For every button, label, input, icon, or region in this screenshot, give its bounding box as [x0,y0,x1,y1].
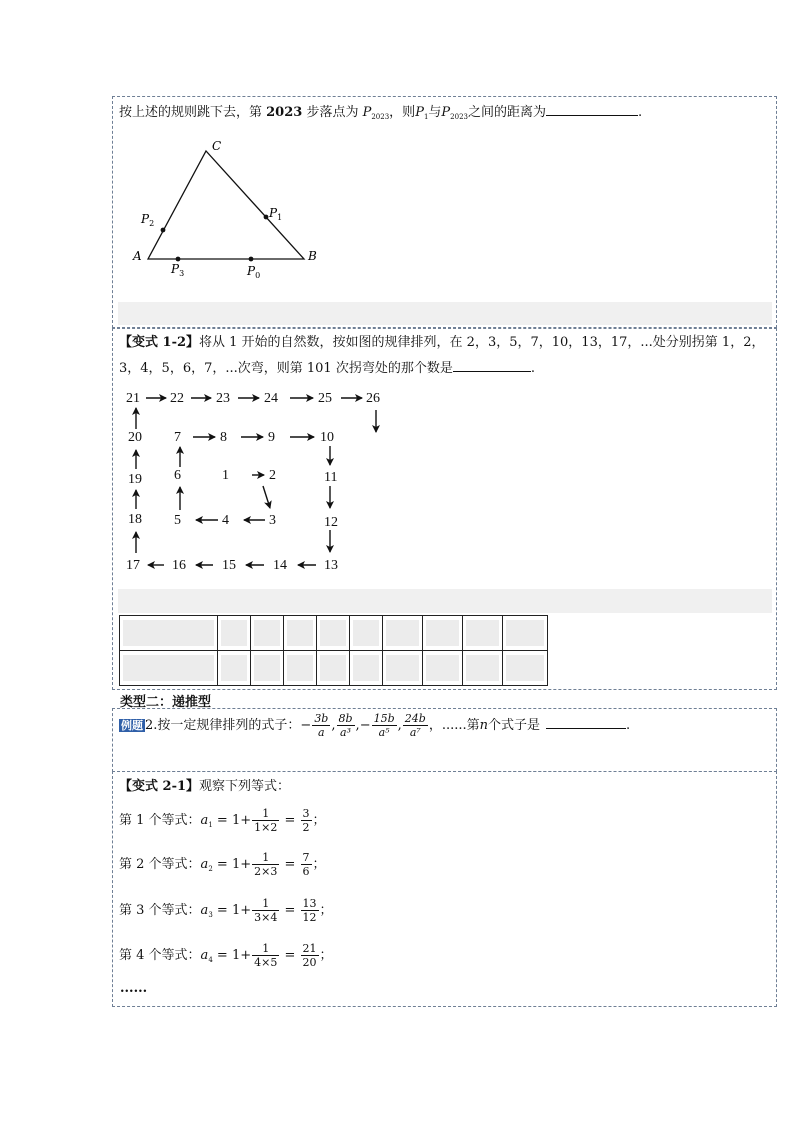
label-p1: $P_1$ [269,206,283,222]
fraction: $\frac{13}{12}$ [302,897,317,924]
spiral-number: 7 [174,430,181,445]
variant-1-2-line-2: 3，4，5，6，7，...次弯，则第 101 次拐弯处的那个数是 . [119,361,535,376]
spiral-number: 6 [174,468,181,483]
spiral-number: 23 [216,391,230,406]
variant-2-1-line: 【变式 2-1】观察下列等式： [119,779,291,794]
variant-1-2-line-1: 【变式 1-2】将从 1 开始的自然数，按如图的规律排列，在 2，3，5，7，10，13，17，...处分别拐第 1，2， [119,335,765,350]
spiral-arrow [263,486,270,508]
fraction: $\frac{1}{4\times 5}$ [254,942,278,969]
spiral-number: 4 [222,513,229,528]
spiral-number: 17 [126,558,140,573]
spiral-number: 20 [128,430,142,445]
equation-row: 第 3 个等式：$a_3 = 1+$ $\frac{1}{3\times 4}$ = $\frac{13}{12}$ ； [119,897,333,924]
fraction: $\frac{1}{1\times 2}$ [254,807,278,834]
spiral-number: 24 [264,391,278,406]
question-line-1: 按上述的规则跳下去，第 2023 步落点为 $P_{2023}$，则$P_1$与$P_{2023}$之间的距离为 . [119,105,643,121]
equation-row: 第 4 个等式：$a_4 = 1+$ $\frac{1}{4\times 5}$ = $\frac{21}{20}$ ； [119,942,333,969]
spiral-number: 11 [324,470,338,485]
fraction: $\frac{24b}{\text{a⁷}}$ [404,712,426,739]
ellipsis: ...... [120,981,148,996]
answer-blank-3[interactable] [546,716,626,729]
spiral-number: 1 [222,468,229,483]
label-p3: $P_3$ [171,262,185,278]
spiral-number: 3 [269,513,276,528]
fraction: $\frac{3b}{a}$ [314,712,329,739]
spiral-number: 5 [174,513,181,528]
spiral-number: 25 [318,391,332,406]
spiral-number: 18 [128,512,142,527]
spiral-number: 22 [170,391,184,406]
example-fractions: − $\frac{3b}{a}$ , $\frac{8b}{\text{a³}}$ ,− $\frac{15b}{\text{a⁵}}$ , $\frac{24b}{\text{a⁷}}$ [300,712,426,739]
fraction: $\frac{1}{3\times 4}$ [254,897,278,924]
fraction: $\frac{8b}{\text{a³}}$ [338,712,353,739]
equation-row: 第 1 个等式：$a_1 = 1+$ $\frac{1}{1\times 2}$ = $\frac{3}{2}$ ； [119,807,326,834]
spiral-number: 15 [222,558,236,573]
label-b: B [308,249,317,263]
spiral-number: 19 [128,472,142,487]
fraction: $\frac{7}{6}$ [302,851,310,878]
spiral-number: 2 [269,468,276,483]
spiral-number: 12 [324,515,338,530]
label-p2: $P_2$ [141,212,155,228]
spiral-number: 13 [324,558,338,573]
label-p0: $P_0$ [247,264,261,280]
spiral-number: 26 [366,391,380,406]
spiral-number: 8 [220,430,227,445]
spiral-number: 9 [268,430,275,445]
spiral-number: 21 [126,391,140,406]
answer-area-2 [118,589,772,613]
type-2-heading: 类型二：递推型 [120,695,212,710]
fraction: $\frac{15b}{\text{a⁵}}$ [373,712,395,739]
example-tag: 例题 [121,719,143,732]
example-2-line: 例题 2.按一定规律排列的式子：− $\frac{3b}{a}$ , $\frac{8b}{\text{a³}}$ ,− $\frac{15b}{\text{a⁵}}$ , $\frac{24b}{\text{a⁷}}$ ，......第n个式子是 . [121,712,631,739]
label-a: A [133,249,142,263]
spiral-number: 10 [320,430,334,445]
fraction: $\frac{3}{2}$ [302,807,310,834]
fraction: $\frac{1}{2\times 3}$ [254,851,278,878]
blank-table [119,615,548,686]
fraction: $\frac{21}{20}$ [302,942,317,969]
spiral-number: 14 [273,558,287,573]
spiral-number: 16 [172,558,186,573]
table-row [120,651,548,686]
equation-row: 第 2 个等式：$a_2 = 1+$ $\frac{1}{2\times 3}$ = $\frac{7}{6}$ ； [119,851,326,878]
label-c: C [212,139,222,153]
table-row [120,616,548,651]
